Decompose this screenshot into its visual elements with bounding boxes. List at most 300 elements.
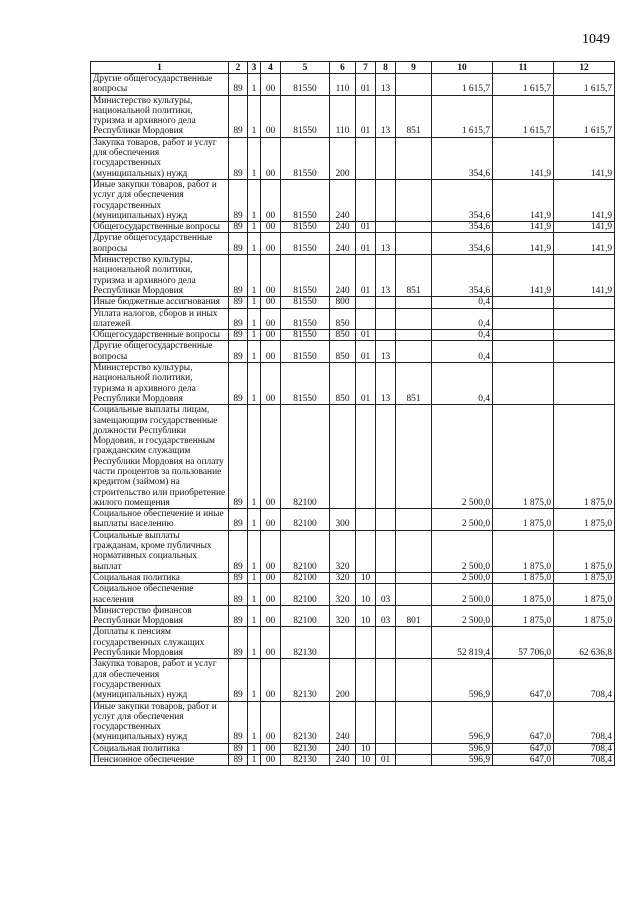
row-cell: 10 [356, 755, 376, 766]
row-cell [396, 233, 432, 255]
row-cell: 81550 [281, 179, 330, 221]
row-cell [356, 405, 376, 509]
row-cell: 82100 [281, 530, 330, 572]
table-row [91, 330, 615, 341]
row-label: Доплаты к пенсиям государственных служащих Республики Мордовия [91, 627, 229, 659]
row-cell: 141,9 [554, 179, 615, 221]
row-cell: 240 [330, 179, 356, 221]
row-cell [376, 308, 396, 330]
row-cell: 1 615,7 [432, 95, 493, 137]
row-cell: 89 [229, 530, 248, 572]
row-cell: 1 [248, 584, 261, 606]
row-cell: 0,4 [432, 341, 493, 363]
row-cell: 89 [229, 659, 248, 701]
row-cell: 596,9 [432, 755, 493, 766]
row-cell: 89 [229, 95, 248, 137]
row-cell [396, 179, 432, 221]
row-cell [356, 530, 376, 572]
row-cell [396, 584, 432, 606]
row-cell [376, 509, 396, 531]
row-cell: 354,6 [432, 255, 493, 297]
row-cell: 1 875,0 [554, 572, 615, 583]
row-cell: 596,9 [432, 743, 493, 754]
row-label: Министерство культуры, национальной политики, туризма и архивного дела Республики Мордовия [91, 95, 229, 137]
row-cell: 1 [248, 95, 261, 137]
row-cell: 89 [229, 701, 248, 743]
row-cell: 110 [330, 74, 356, 96]
row-cell: 10 [356, 584, 376, 606]
row-label: Социальная политика [91, 743, 229, 754]
row-cell: 1 [248, 405, 261, 509]
row-cell: 82100 [281, 509, 330, 531]
row-cell: 1 [248, 330, 261, 341]
row-label: Социальное обеспечение населения [91, 584, 229, 606]
row-cell: 320 [330, 530, 356, 572]
row-cell [356, 627, 376, 659]
row-cell: 81550 [281, 330, 330, 341]
header-cell: 1 [91, 62, 229, 74]
table-row [91, 233, 615, 255]
row-cell [356, 308, 376, 330]
row-cell: 2 500,0 [432, 509, 493, 531]
row-cell: 00 [261, 179, 281, 221]
row-cell: 00 [261, 233, 281, 255]
row-cell: 1 [248, 255, 261, 297]
header-cell: 5 [281, 62, 330, 74]
row-cell: 00 [261, 755, 281, 766]
row-cell [396, 743, 432, 754]
table-row [91, 363, 615, 405]
row-cell: 82130 [281, 701, 330, 743]
row-cell: 1 875,0 [493, 509, 554, 531]
row-cell: 1 [248, 297, 261, 308]
row-cell: 141,9 [493, 179, 554, 221]
row-cell: 1 [248, 137, 261, 179]
row-cell: 0,4 [432, 330, 493, 341]
row-cell: 89 [229, 743, 248, 754]
row-cell: 89 [229, 755, 248, 766]
row-cell: 00 [261, 137, 281, 179]
row-cell: 89 [229, 509, 248, 531]
row-cell: 00 [261, 297, 281, 308]
row-cell: 708,4 [554, 659, 615, 701]
row-cell: 89 [229, 179, 248, 221]
row-cell: 110 [330, 95, 356, 137]
row-cell: 82130 [281, 755, 330, 766]
row-cell: 708,4 [554, 755, 615, 766]
row-cell: 647,0 [493, 755, 554, 766]
row-cell: 81550 [281, 222, 330, 233]
row-cell: 0,4 [432, 297, 493, 308]
table-row [91, 179, 615, 221]
row-label: Социальная политика [91, 572, 229, 583]
row-cell: 00 [261, 341, 281, 363]
row-cell: 89 [229, 584, 248, 606]
row-cell: 1 [248, 222, 261, 233]
row-cell: 851 [396, 363, 432, 405]
row-cell: 89 [229, 137, 248, 179]
table-row [91, 297, 615, 308]
row-cell [396, 330, 432, 341]
row-cell: 2 500,0 [432, 405, 493, 509]
table-row [91, 701, 615, 743]
row-cell: 10 [356, 605, 376, 627]
row-cell: 89 [229, 330, 248, 341]
row-label: Министерство финансов Республики Мордовия [91, 605, 229, 627]
row-cell [356, 659, 376, 701]
row-cell: 0,4 [432, 363, 493, 405]
row-cell: 13 [376, 363, 396, 405]
row-label: Министерство культуры, национальной политики, туризма и архивного дела Республики Мордовия [91, 363, 229, 405]
row-cell: 89 [229, 255, 248, 297]
table-row [91, 137, 615, 179]
row-cell: 141,9 [554, 233, 615, 255]
row-cell [396, 530, 432, 572]
row-cell: 89 [229, 627, 248, 659]
row-cell: 1 875,0 [554, 530, 615, 572]
row-cell: 141,9 [493, 137, 554, 179]
row-cell [376, 530, 396, 572]
row-cell: 596,9 [432, 659, 493, 701]
row-cell [396, 222, 432, 233]
row-cell: 1 [248, 755, 261, 766]
row-cell [396, 509, 432, 531]
table-row [91, 405, 615, 509]
row-cell: 81550 [281, 137, 330, 179]
row-cell: 1 [248, 74, 261, 96]
row-cell [396, 701, 432, 743]
row-label: Другие общегосударственные вопросы [91, 233, 229, 255]
row-cell: 141,9 [554, 137, 615, 179]
row-cell [376, 179, 396, 221]
row-cell: 240 [330, 222, 356, 233]
row-cell: 00 [261, 701, 281, 743]
table-row [91, 572, 615, 583]
row-cell: 200 [330, 659, 356, 701]
row-cell: 82100 [281, 584, 330, 606]
row-cell: 354,6 [432, 179, 493, 221]
row-cell: 2 500,0 [432, 572, 493, 583]
row-cell: 1 [248, 308, 261, 330]
row-cell: 200 [330, 137, 356, 179]
row-cell [356, 179, 376, 221]
row-cell: 01 [356, 341, 376, 363]
row-cell [554, 308, 615, 330]
row-cell [356, 297, 376, 308]
row-cell [554, 341, 615, 363]
row-cell: 1 [248, 179, 261, 221]
row-label: Иные бюджетные ассигнования [91, 297, 229, 308]
header-cell: 10 [432, 62, 493, 74]
table-row [91, 74, 615, 96]
table-row [91, 755, 615, 766]
row-cell: 00 [261, 743, 281, 754]
row-cell: 01 [356, 330, 376, 341]
row-cell: 00 [261, 659, 281, 701]
row-cell [396, 297, 432, 308]
row-cell: 850 [330, 341, 356, 363]
row-cell [396, 74, 432, 96]
row-cell: 1 875,0 [554, 405, 615, 509]
row-cell: 13 [376, 233, 396, 255]
row-cell [376, 137, 396, 179]
row-cell: 01 [356, 255, 376, 297]
row-label: Иные закупки товаров, работ и услуг для обеспечения государственных (муниципальных) нужд [91, 179, 229, 221]
row-label: Другие общегосударственные вопросы [91, 341, 229, 363]
table-row [91, 341, 615, 363]
row-cell: 1 875,0 [493, 605, 554, 627]
row-cell: 1 [248, 530, 261, 572]
row-cell: 00 [261, 627, 281, 659]
row-cell: 89 [229, 572, 248, 583]
row-cell: 89 [229, 605, 248, 627]
row-cell: 2 500,0 [432, 584, 493, 606]
row-cell: 82100 [281, 405, 330, 509]
header-cell: 4 [261, 62, 281, 74]
row-cell: 00 [261, 255, 281, 297]
row-cell: 320 [330, 605, 356, 627]
row-cell: 1 [248, 605, 261, 627]
row-cell: 1 [248, 572, 261, 583]
table-row [91, 605, 615, 627]
row-cell: 354,6 [432, 137, 493, 179]
row-cell [396, 627, 432, 659]
row-cell: 89 [229, 297, 248, 308]
row-cell [554, 363, 615, 405]
row-cell: 1 875,0 [554, 509, 615, 531]
table-row [91, 743, 615, 754]
row-cell: 57 706,0 [493, 627, 554, 659]
row-cell: 1 [248, 509, 261, 531]
table-row [91, 659, 615, 701]
row-cell [493, 308, 554, 330]
row-cell: 00 [261, 222, 281, 233]
row-cell: 00 [261, 74, 281, 96]
row-label: Пенсионное обеспечение [91, 755, 229, 766]
row-cell [493, 341, 554, 363]
row-cell [376, 405, 396, 509]
row-cell [376, 627, 396, 659]
row-cell: 240 [330, 743, 356, 754]
table-row [91, 530, 615, 572]
row-cell: 141,9 [493, 233, 554, 255]
row-label: Другие общегосударственные вопросы [91, 74, 229, 96]
row-cell: 89 [229, 363, 248, 405]
row-cell: 89 [229, 308, 248, 330]
row-cell: 89 [229, 233, 248, 255]
row-cell [376, 701, 396, 743]
row-cell: 00 [261, 605, 281, 627]
row-cell: 1 615,7 [432, 74, 493, 96]
row-cell: 1 615,7 [493, 74, 554, 96]
header-cell: 8 [376, 62, 396, 74]
row-cell: 13 [376, 341, 396, 363]
row-cell: 300 [330, 509, 356, 531]
row-label: Уплата налогов, сборов и иных платежей [91, 308, 229, 330]
row-cell: 89 [229, 405, 248, 509]
header-cell: 3 [248, 62, 261, 74]
row-cell: 52 819,4 [432, 627, 493, 659]
row-cell: 1 [248, 363, 261, 405]
row-cell: 240 [330, 701, 356, 743]
row-cell: 1 [248, 627, 261, 659]
table-row [91, 222, 615, 233]
row-cell: 240 [330, 755, 356, 766]
row-cell: 81550 [281, 233, 330, 255]
row-cell: 89 [229, 74, 248, 96]
row-cell [396, 137, 432, 179]
row-label: Социальное обеспечение и иные выплаты населению [91, 509, 229, 531]
row-cell [356, 137, 376, 179]
header-cell: 9 [396, 62, 432, 74]
row-cell: 1 875,0 [493, 530, 554, 572]
row-cell: 81550 [281, 297, 330, 308]
table-row [91, 95, 615, 137]
row-cell: 00 [261, 363, 281, 405]
row-cell [493, 297, 554, 308]
row-cell: 2 500,0 [432, 530, 493, 572]
row-label: Иные закупки товаров, работ и услуг для обеспечения государственных (муниципальных) нужд [91, 701, 229, 743]
row-cell [554, 297, 615, 308]
row-cell [376, 659, 396, 701]
header-cell: 2 [229, 62, 248, 74]
row-cell: 141,9 [554, 255, 615, 297]
row-cell: 320 [330, 584, 356, 606]
row-cell: 01 [376, 755, 396, 766]
table-row [91, 255, 615, 297]
row-cell: 1 875,0 [493, 405, 554, 509]
row-cell: 13 [376, 95, 396, 137]
row-cell: 01 [356, 74, 376, 96]
row-cell: 00 [261, 584, 281, 606]
row-cell: 82100 [281, 605, 330, 627]
row-cell: 00 [261, 330, 281, 341]
header-row [91, 62, 615, 74]
row-cell: 0,4 [432, 308, 493, 330]
row-cell [376, 572, 396, 583]
row-cell: 354,6 [432, 233, 493, 255]
row-cell: 89 [229, 341, 248, 363]
row-cell [396, 755, 432, 766]
row-cell: 801 [396, 605, 432, 627]
row-cell: 13 [376, 74, 396, 96]
row-cell: 01 [356, 222, 376, 233]
row-cell: 1 875,0 [554, 584, 615, 606]
row-cell [330, 405, 356, 509]
row-cell: 354,6 [432, 222, 493, 233]
row-cell [396, 341, 432, 363]
row-cell: 00 [261, 308, 281, 330]
row-label: Закупка товаров, работ и услуг для обеспечения государственных (муниципальных) нужд [91, 659, 229, 701]
row-cell: 708,4 [554, 743, 615, 754]
row-cell: 141,9 [554, 222, 615, 233]
row-cell: 10 [356, 743, 376, 754]
row-cell: 1 [248, 659, 261, 701]
row-cell: 1 [248, 233, 261, 255]
row-cell: 851 [396, 95, 432, 137]
row-label: Общегосударственные вопросы [91, 330, 229, 341]
row-cell: 81550 [281, 363, 330, 405]
row-cell: 1 [248, 341, 261, 363]
row-cell: 89 [229, 222, 248, 233]
row-cell: 1 875,0 [493, 584, 554, 606]
row-cell: 13 [376, 255, 396, 297]
row-cell [376, 743, 396, 754]
row-cell: 81550 [281, 341, 330, 363]
table-row [91, 308, 615, 330]
row-cell: 850 [330, 363, 356, 405]
row-cell: 82100 [281, 572, 330, 583]
row-cell: 647,0 [493, 701, 554, 743]
row-cell: 03 [376, 584, 396, 606]
row-cell [376, 330, 396, 341]
header-cell: 7 [356, 62, 376, 74]
header-cell: 12 [554, 62, 615, 74]
header-cell: 11 [493, 62, 554, 74]
row-cell [376, 297, 396, 308]
table-row [91, 509, 615, 531]
row-cell: 62 636,8 [554, 627, 615, 659]
row-cell [396, 405, 432, 509]
row-cell: 1 875,0 [493, 572, 554, 583]
row-cell: 10 [356, 572, 376, 583]
row-cell: 00 [261, 572, 281, 583]
row-cell [356, 701, 376, 743]
row-cell: 320 [330, 572, 356, 583]
row-cell: 800 [330, 297, 356, 308]
row-label: Социальные выплаты гражданам, кроме публичных нормативных социальных выплат [91, 530, 229, 572]
row-cell: 1 615,7 [554, 95, 615, 137]
row-cell: 240 [330, 233, 356, 255]
row-cell [554, 330, 615, 341]
table-row [91, 584, 615, 606]
row-cell: 82130 [281, 743, 330, 754]
row-cell [376, 222, 396, 233]
row-cell: 850 [330, 308, 356, 330]
page-number: 1049 [582, 32, 610, 47]
row-cell [493, 330, 554, 341]
row-cell: 81550 [281, 95, 330, 137]
row-cell: 00 [261, 95, 281, 137]
row-cell [493, 363, 554, 405]
row-cell: 647,0 [493, 659, 554, 701]
row-label: Общегосударственные вопросы [91, 222, 229, 233]
row-label: Социальные выплаты лицам, замещающим государственные должности Республики Мордовия, и государственным гражданским служащим Республики Мордовия на оплату части процентов за пользование кредитом (займом) на строительство или приобретение жилого помещения [91, 405, 229, 509]
row-cell [396, 659, 432, 701]
row-cell: 851 [396, 255, 432, 297]
row-cell: 1 875,0 [554, 605, 615, 627]
row-cell: 2 500,0 [432, 605, 493, 627]
row-cell [330, 627, 356, 659]
row-cell: 708,4 [554, 701, 615, 743]
row-cell: 1 [248, 701, 261, 743]
row-cell: 141,9 [493, 222, 554, 233]
row-label: Министерство культуры, национальной политики, туризма и архивного дела Республики Мордовия [91, 255, 229, 297]
row-cell [396, 308, 432, 330]
table-row [91, 627, 615, 659]
row-cell [396, 572, 432, 583]
row-cell: 1 615,7 [554, 74, 615, 96]
row-cell: 596,9 [432, 701, 493, 743]
row-cell: 01 [356, 95, 376, 137]
row-cell: 82130 [281, 659, 330, 701]
row-cell: 240 [330, 255, 356, 297]
row-cell [356, 509, 376, 531]
row-cell: 1 615,7 [493, 95, 554, 137]
row-cell: 01 [356, 363, 376, 405]
row-cell: 81550 [281, 308, 330, 330]
row-cell: 81550 [281, 74, 330, 96]
